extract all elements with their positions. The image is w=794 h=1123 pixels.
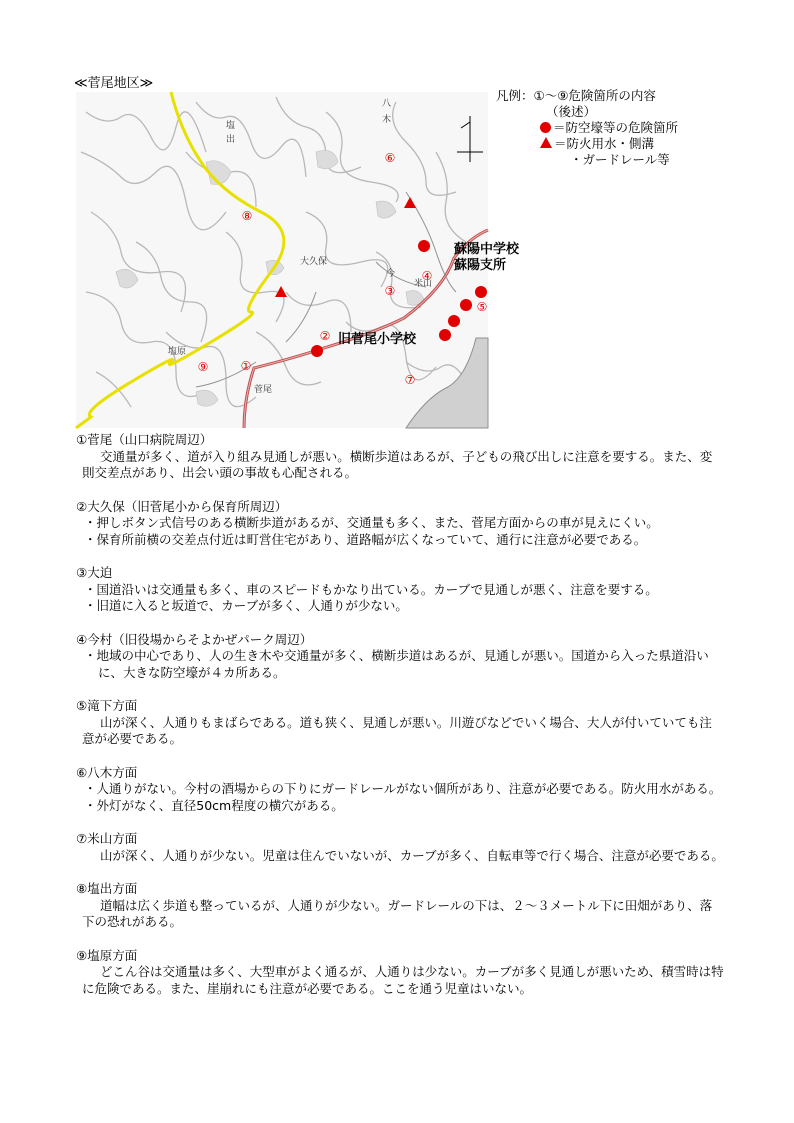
marker-1: ① [240, 359, 252, 373]
section-text: 山が深く、人通りが少ない。児童は住んでいないが、カーブが多く、自転車等で行く場合、注意が必要である。 [100, 847, 724, 863]
dot-5c [448, 315, 460, 327]
section-6 [76, 765, 724, 815]
section-text: ・押しボタン式信号のある横断歩道があるが、交通量も多く、また、菅尾方面からの車が見えにくい。 [84, 515, 659, 530]
north-compass-icon [455, 114, 485, 164]
dot-5b [460, 299, 472, 311]
marker-5: ⑤ [476, 300, 488, 314]
section-heading: ⑦米山方面 [76, 831, 138, 846]
marker-4: ④ [421, 269, 433, 283]
section-heading: ⑨塩原方面 [76, 947, 138, 963]
section-text: 道幅は広く歩道も整っているが、人通りが少ない。ガードレールの下は、２～３メートル下に田畑があり、落下の恐れがある。 [82, 897, 713, 929]
section-4 [76, 632, 724, 682]
marker-2: ② [319, 329, 331, 343]
section-text: どこん谷は交通量は多く、大型車がよく通るが、人通りは少ない。カーブが多く見通しが悪いため、積雪時は特に危険である。また、崖崩れにも注意が必要である。ここを通う児童はいない。 [82, 964, 724, 996]
label-sugao: 菅尾 [254, 385, 273, 395]
label-yagi-1: 八 [382, 99, 392, 109]
section-text: ・保育所前横の交差点付近は町営住宅があり、道路幅が広くなっていて、通行に注意が必要である。 [84, 531, 647, 547]
section-heading: ③大迫 [76, 565, 113, 580]
section-2 [76, 499, 724, 549]
legend-circle-label: ＝防空壕等の危険箇所 [553, 120, 679, 135]
marker-6: ⑥ [384, 151, 396, 165]
dot-5d [439, 329, 451, 341]
legend-subtitle: （後述） [546, 104, 597, 119]
label-old-elementary: 旧菅尾小学校 [338, 332, 417, 347]
label-school-middle: 蘇陽中学校 [454, 242, 520, 257]
red-circle-icon [540, 122, 551, 133]
section-8 [76, 881, 724, 931]
legend-triangle-label: ＝防火用水・側溝 [554, 136, 655, 151]
label-branch-office: 蘇陽支所 [454, 258, 507, 273]
label-okubo: 大久保 [300, 257, 328, 267]
section-5 [76, 698, 724, 748]
dot-near-school [418, 240, 430, 252]
marker-8: ⑧ [241, 209, 253, 223]
red-triangle-icon [540, 137, 552, 148]
section-1 [76, 432, 724, 482]
label-shiode-2: 出 [226, 135, 236, 145]
label-shiobaru: 塩原 [168, 347, 187, 357]
label-ima: 今 [386, 269, 396, 279]
section-text: ・地域の中心であり、人の生き木や交通量が多く、横断歩道はあるが、見通しが悪い。国道から入った県道沿いに、大きな防空壕が４カ所ある。 [84, 648, 709, 680]
legend-triangle-label-2: ・ガードレール等 [570, 152, 670, 167]
section-heading: ②大久保（旧菅尾小から保育所周辺） [76, 498, 288, 514]
section-text: ・旧道に入ると坂道で、カーブが多く、人通りが少ない。 [84, 598, 408, 613]
map-canvas [76, 92, 488, 428]
section-heading: ⑤滝下方面 [76, 698, 138, 713]
dot-5a [475, 286, 487, 298]
section-text: ・国道沿いは交通量も多く、車のスピードもかなり出ている。カーブで見通しが悪く、注意を要する。 [84, 581, 658, 597]
marker-3: ③ [384, 284, 396, 298]
section-title: ≪菅尾地区≫ [74, 76, 154, 91]
section-heading: ⑥八木方面 [76, 764, 138, 780]
section-text: ・外灯がなく、直径50cm程度の横穴がある。 [84, 797, 344, 813]
section-3 [76, 565, 724, 615]
section-9 [76, 948, 724, 998]
section-heading: ①菅尾（山口病院周辺） [76, 432, 213, 447]
section-heading: ⑧塩出方面 [76, 881, 138, 896]
legend-title: 凡例：①～⑨危険箇所の内容 [496, 88, 656, 103]
label-yagi-2: 木 [382, 115, 392, 125]
section-text: ・人通りがない。今村の酒場からの下りにガードレールがない個所があり、注意が必要である。防火用水がある。 [84, 781, 722, 796]
dot-2 [311, 345, 323, 357]
section-7 [76, 831, 724, 864]
section-text: 山が深く、人通りもまばらである。道も狭く、見通しが悪い。川遊びなどでいく場合、大人が付いていても注意が必要である。 [82, 714, 712, 746]
label-shiode-1: 塩 [226, 121, 236, 131]
label-yoneyama: 米山 [414, 279, 433, 289]
section-text: 交通量が多く、道が入り組み見通しが悪い。横断歩道はあるが、子どもの飛び出しに注意を要する。また、変則交差点があり、出会い頭の事故も心配される。 [82, 448, 713, 480]
legend-circle-row [496, 120, 678, 136]
marker-7: ⑦ [404, 373, 416, 387]
marker-9: ⑨ [197, 360, 209, 374]
danger-descriptions [76, 432, 724, 1014]
legend-triangle-row [496, 136, 678, 152]
map-legend [496, 88, 678, 168]
section-heading: ④今村（旧役場からそよかぜパーク周辺） [76, 631, 313, 647]
area-map [76, 92, 520, 428]
